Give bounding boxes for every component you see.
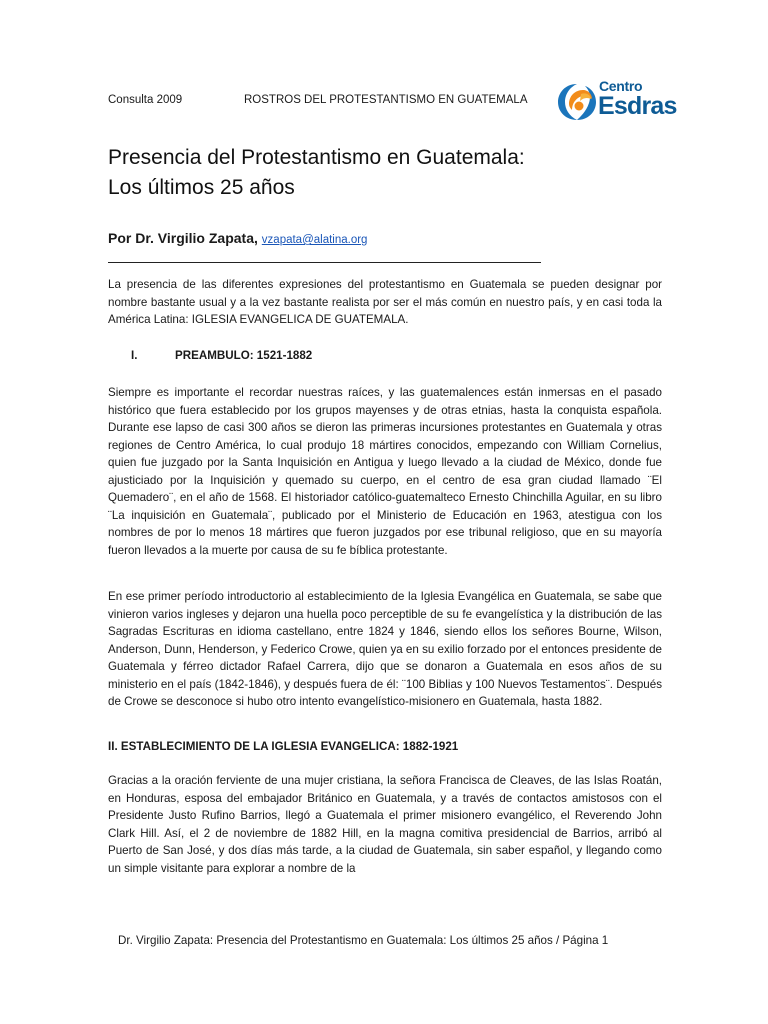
centro-esdras-logo	[555, 78, 675, 124]
horizontal-rule	[108, 262, 541, 263]
section-1-number: I.	[131, 349, 138, 362]
logo-text-esdras: Esdras	[598, 92, 677, 120]
consulta-label: Consulta 2009	[108, 94, 183, 106]
section-2-paragraph-1: Gracias a la oración ferviente de una mujer cristiana, la señora Francisca de Cleaves, de las Islas Roatán, en Honduras, esposa del embajador Británico en Guatemala, y a través de contactos amistosos con el Presidente Justo Rufino Barrios, llegó a Guatemala el primer misionero evangélico, el Reverendo John Clark Hill. Así, el 2 de noviembre de 1882 Hill, en la magna comitiva presidencial de Barrios, arribó al Puerto de San José, y dos días más tarde, a la ciudad de Guatemala, sin saber español, y llegando como un simple visitante para explorar a nombre de la	[108, 774, 662, 875]
author-byline	[108, 230, 367, 246]
author-email-link[interactable]: vzapata@alatina.org	[261, 234, 368, 246]
section-2-heading: II. ESTABLECIMIENTO DE LA IGLESIA EVANGELICA: 1882-1921	[108, 740, 459, 753]
logo-emblem-icon	[555, 80, 599, 122]
intro-paragraph: La presencia de las diferentes expresiones del protestantismo en Guatemala se pueden designar por nombre bastante usual y a la vez bastante realista por ser el más común en nuestro país, y en casi toda la América Latina: IGLESIA EVANGELICA DE GUATEMALA.	[108, 278, 662, 326]
title-line-2: Los últimos 25 años	[108, 176, 295, 199]
author-name: Por Dr. Virgilio Zapata,	[108, 230, 258, 246]
page-footer: Dr. Virgilio Zapata: Presencia del Protestantismo en Guatemala: Los últimos 25 años / Página 1	[118, 934, 609, 947]
series-title: ROSTROS DEL PROTESTANTISMO EN GUATEMALA	[244, 94, 528, 106]
section-1-title: PREAMBULO: 1521-1882	[175, 349, 313, 362]
section-1-paragraph-2: En ese primer período introductorio al establecimiento de la Iglesia Evangélica en Guatemala, se sabe que vinieron varios ingleses y dejaron una huella poco perceptible de su fe evangelística y la distribución de las Sagradas Escrituras en idioma castellano, entre 1824 y 1846, siendo ellos los señores Bourne, Wilson, Anderson, Dunn, Henderson, y Federico Crowe, quien ya en su exilio forzado por el entonces presidente de Guatemala y férreo dictador Rafael Carrera, dijo que se donaron a Guatemala en esos años de su ministerio en el país (1842-1846), y después fuera de él: ¨100 Biblias y 100 Nuevos Testamentos¨. Después de Crowe se desconoce si hubo otro intento evangelístico-misionero en Guatemala, hasta 1882.	[108, 590, 662, 708]
document-title	[108, 143, 525, 203]
logo-text-centro: Centro	[599, 78, 643, 94]
section-1-paragraph-1: Siempre es importante el recordar nuestras raíces, y las guatemalences están inmersas en el pasado histórico que fuera establecido por los grupos mayenses y de otras etnias, hasta la conquista española. Durante ese lapso de casi 300 años se dieron las primeras incursiones protestantes en Guatemala y otras regiones de Centro América, lo cual produjo 18 mártires conocidos, empezando con William Cornelius, quien fue juzgado por la Santa Inquisición en Antigua y luego llevado a la ciudad de México, donde fue ajusticiado por la Inquisición y quemado su cuerpo, en el centro de esa gran ciudad llamado ¨El Quemadero¨, en el año de 1568. El historiador católico-guatemalteco Ernesto Chinchilla Aguilar, en su libro ¨La inquisición en Guatemala¨, publicado por el Ministerio de Educación en 1963, atestigua con los nombres de por lo menos 18 mártires que fueron juzgados por ese tribunal religioso, que en su mayoría fueron llevados a la muerte por causa de su fe bíblica protestante.	[108, 386, 662, 557]
title-line-1: Presencia del Protestantismo en Guatemala:	[108, 146, 525, 169]
